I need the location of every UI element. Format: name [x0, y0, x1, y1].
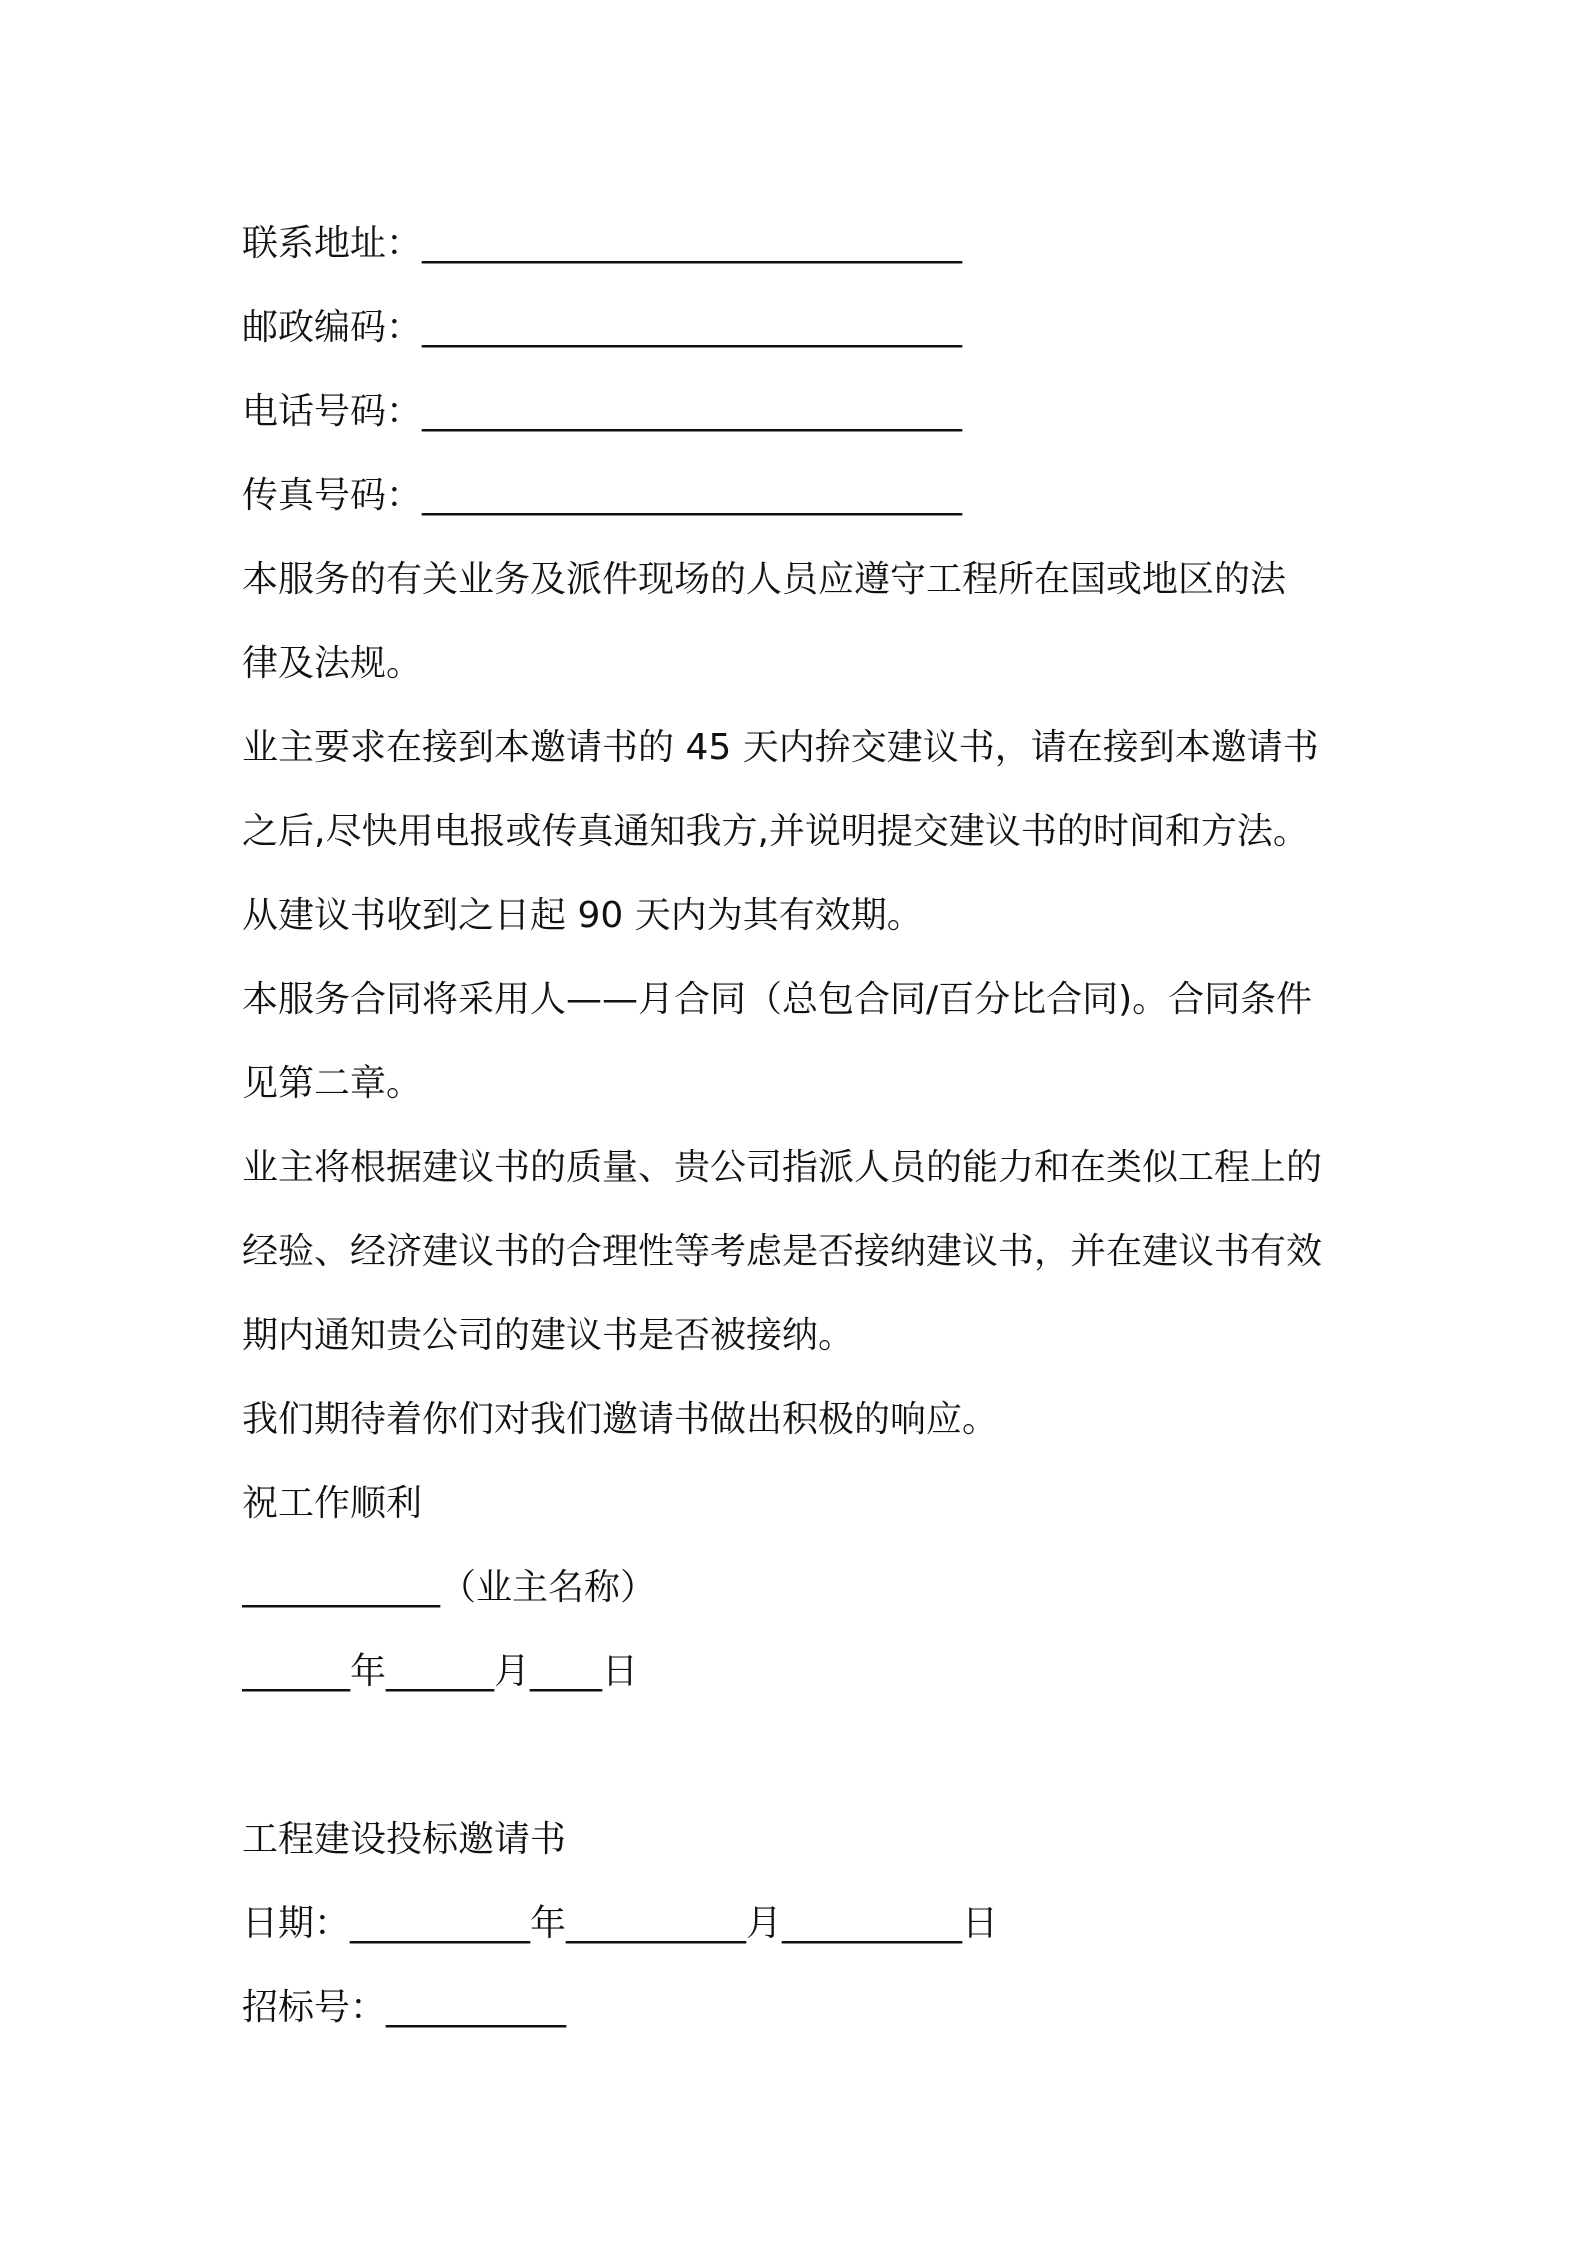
- document-body: [242, 202, 1372, 2050]
- closing-greeting: 祝工作顺利: [242, 1483, 423, 1524]
- fax-number-line: 传真号码：______________________________: [242, 475, 963, 516]
- contact-address-line: 联系地址：______________________________: [242, 223, 963, 264]
- postal-code-line: 邮政编码：______________________________: [242, 307, 963, 348]
- paragraph-contract-line-2: 见第二章。: [242, 1063, 423, 1104]
- paragraph-validity-line: 从建议书收到之日起 90 天内为其有效期。: [242, 895, 923, 936]
- paragraph-evaluation-line-1: 业主将根据建议书的质量、贵公司指派人员的能力和在类似工程上的: [242, 1147, 1323, 1188]
- paragraph-response-line: 我们期待着你们对我们邀请书做出积极的响应。: [242, 1399, 999, 1440]
- paragraph-contract-line-1: 本服务合同将采用人——月合同（总包合同/百分比合同)。合同条件: [242, 979, 1313, 1020]
- paragraph-proposal-line-1: 业主要求在接到本邀请书的 45 天内拚交建议书，请在接到本邀请书: [242, 727, 1319, 768]
- paragraph-laws-line-2: 律及法规。: [242, 643, 423, 684]
- paragraph-laws-line-1: 本服务的有关业务及派件现场的人员应遵守工程所在国或地区的法: [242, 559, 1287, 600]
- phone-number-line: 电话号码：______________________________: [242, 391, 963, 432]
- paragraph-evaluation-line-3: 期内通知贵公司的建议书是否被接纳。: [242, 1315, 855, 1356]
- tender-number-line: 招标号：__________: [242, 1987, 567, 2028]
- owner-name-signature-line: ___________（业主名称）: [242, 1567, 657, 1608]
- signature-date-line: ______年______月____日: [242, 1651, 638, 1692]
- paragraph-evaluation-line-2: 经验、经济建议书的合理性等考虑是否接纳建议书，并在建议书有效: [242, 1231, 1323, 1272]
- paragraph-proposal-line-2: 之后,尽快用电报或传真通知我方,并说明提交建议书的时间和方法。: [242, 811, 1309, 852]
- section-spacer: [242, 1714, 1372, 1798]
- invitation-date-line: 日期：__________年__________月__________日: [242, 1903, 999, 1944]
- section-title: 工程建设投标邀请书: [242, 1819, 567, 1860]
